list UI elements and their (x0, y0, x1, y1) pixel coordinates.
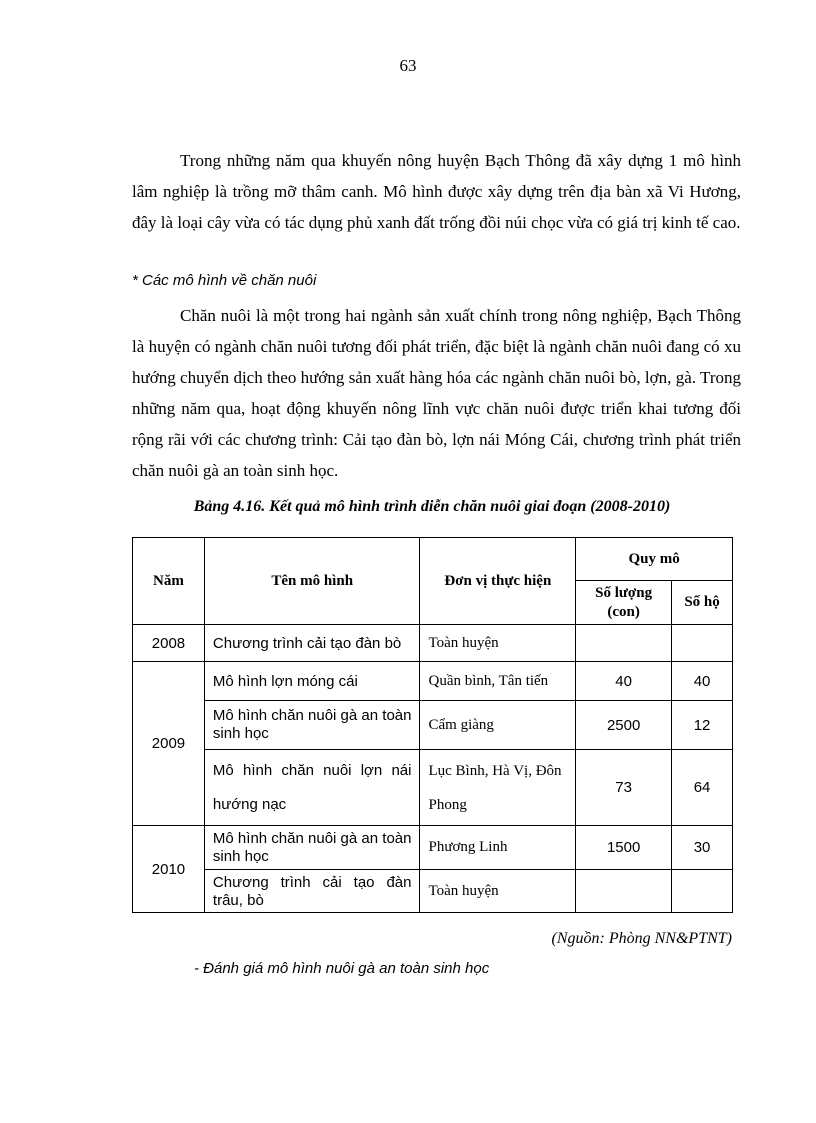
section-heading-livestock: * Các mô hình về chăn nuôi (132, 272, 317, 289)
header-scale: Quy mô (576, 538, 733, 581)
cell-model: Mô hình chăn nuôi gà an toàn sinh học (204, 826, 420, 870)
table-row (133, 750, 733, 826)
cell-unit: Phương Linh (420, 826, 576, 870)
cell-unit: Cẩm giàng (420, 701, 576, 750)
cell-quantity (576, 625, 672, 662)
cell-quantity: 40 (576, 662, 672, 701)
header-year: Năm (133, 538, 205, 625)
cell-households (672, 625, 733, 662)
page-number: 63 (399, 56, 417, 75)
cell-model: Chương trình cải tạo đàn trâu, bò (204, 870, 420, 913)
cell-year: 2008 (133, 625, 205, 662)
cell-year: 2009 (133, 662, 205, 826)
cell-quantity: 1500 (576, 826, 672, 870)
table-caption: Bảng 4.16. Kết quả mô hình trình diễn chăn nuôi giai đoạn (2008-2010) (193, 498, 671, 515)
cell-quantity: 73 (576, 750, 672, 826)
cell-households: 40 (672, 662, 733, 701)
table-row (133, 662, 733, 701)
paragraph-livestock-text: Chăn nuôi là một trong hai ngành sản xuất chính trong nông nghiệp, Bạch Thông là huyện có ngành chăn nuôi tương đối phát triển, đặc biệt là ngành chăn nuôi đang có xu hướng chuyển dịch theo hướng sản xuất hàng hóa các ngành chăn nuôi bò, lợn, gà. Trong những năm qua, hoạt động khuyến nông lĩnh vực chăn nuôi được triển khai tương đối rộng rãi với các chương trình: Cải tạo đàn bò, lợn nái Móng Cái, chương trình phát triển chăn nuôi gà an toàn sinh học. (132, 306, 741, 480)
cell-households (672, 870, 733, 913)
cell-quantity: 2500 (576, 701, 672, 750)
header-households: Số hộ (672, 581, 733, 625)
cell-model: Chương trình cải tạo đàn bò (204, 625, 420, 662)
cell-households: 12 (672, 701, 733, 750)
cell-unit: Lục Bình, Hà Vị, Đôn Phong (420, 750, 576, 826)
cell-households: 30 (672, 826, 733, 870)
paragraph-livestock (132, 300, 741, 486)
evaluation-heading: - Đánh giá mô hình nuôi gà an toàn sinh học (194, 960, 490, 977)
cell-model: Mô hình chăn nuôi gà an toàn sinh học (204, 701, 420, 750)
header-quantity: Số lượng (con) (576, 581, 672, 625)
paragraph-forestry-text: Trong những năm qua khuyến nông huyện Bạch Thông đã xây dựng 1 mô hình lâm nghiệp là trồng mỡ thâm canh. Mô hình được xây dựng trên địa bàn xã Vi Hương, đây là loại cây vừa có tác dụng phủ xanh đất trống đồi núi chọc vừa có giá trị kinh tế cao. (132, 151, 741, 232)
table-header-row (133, 538, 733, 581)
cell-unit: Toàn huyện (420, 870, 576, 913)
results-table (132, 537, 733, 913)
cell-model: Mô hình chăn nuôi lợn nái hướng nạc (204, 750, 420, 826)
table-row (133, 870, 733, 913)
cell-model: Mô hình lợn móng cái (204, 662, 420, 701)
cell-unit: Toàn huyện (420, 625, 576, 662)
table-row (133, 701, 733, 750)
cell-unit: Quần bình, Tân tiến (420, 662, 576, 701)
header-unit: Đơn vị thực hiện (420, 538, 576, 625)
cell-households: 64 (672, 750, 733, 826)
header-model: Tên mô hình (204, 538, 420, 625)
source-note: (Nguồn: Phòng NN&PTNT) (551, 930, 732, 947)
cell-quantity (576, 870, 672, 913)
cell-year: 2010 (133, 826, 205, 913)
paragraph-forestry (132, 145, 741, 238)
table-row (133, 625, 733, 662)
table-row (133, 826, 733, 870)
